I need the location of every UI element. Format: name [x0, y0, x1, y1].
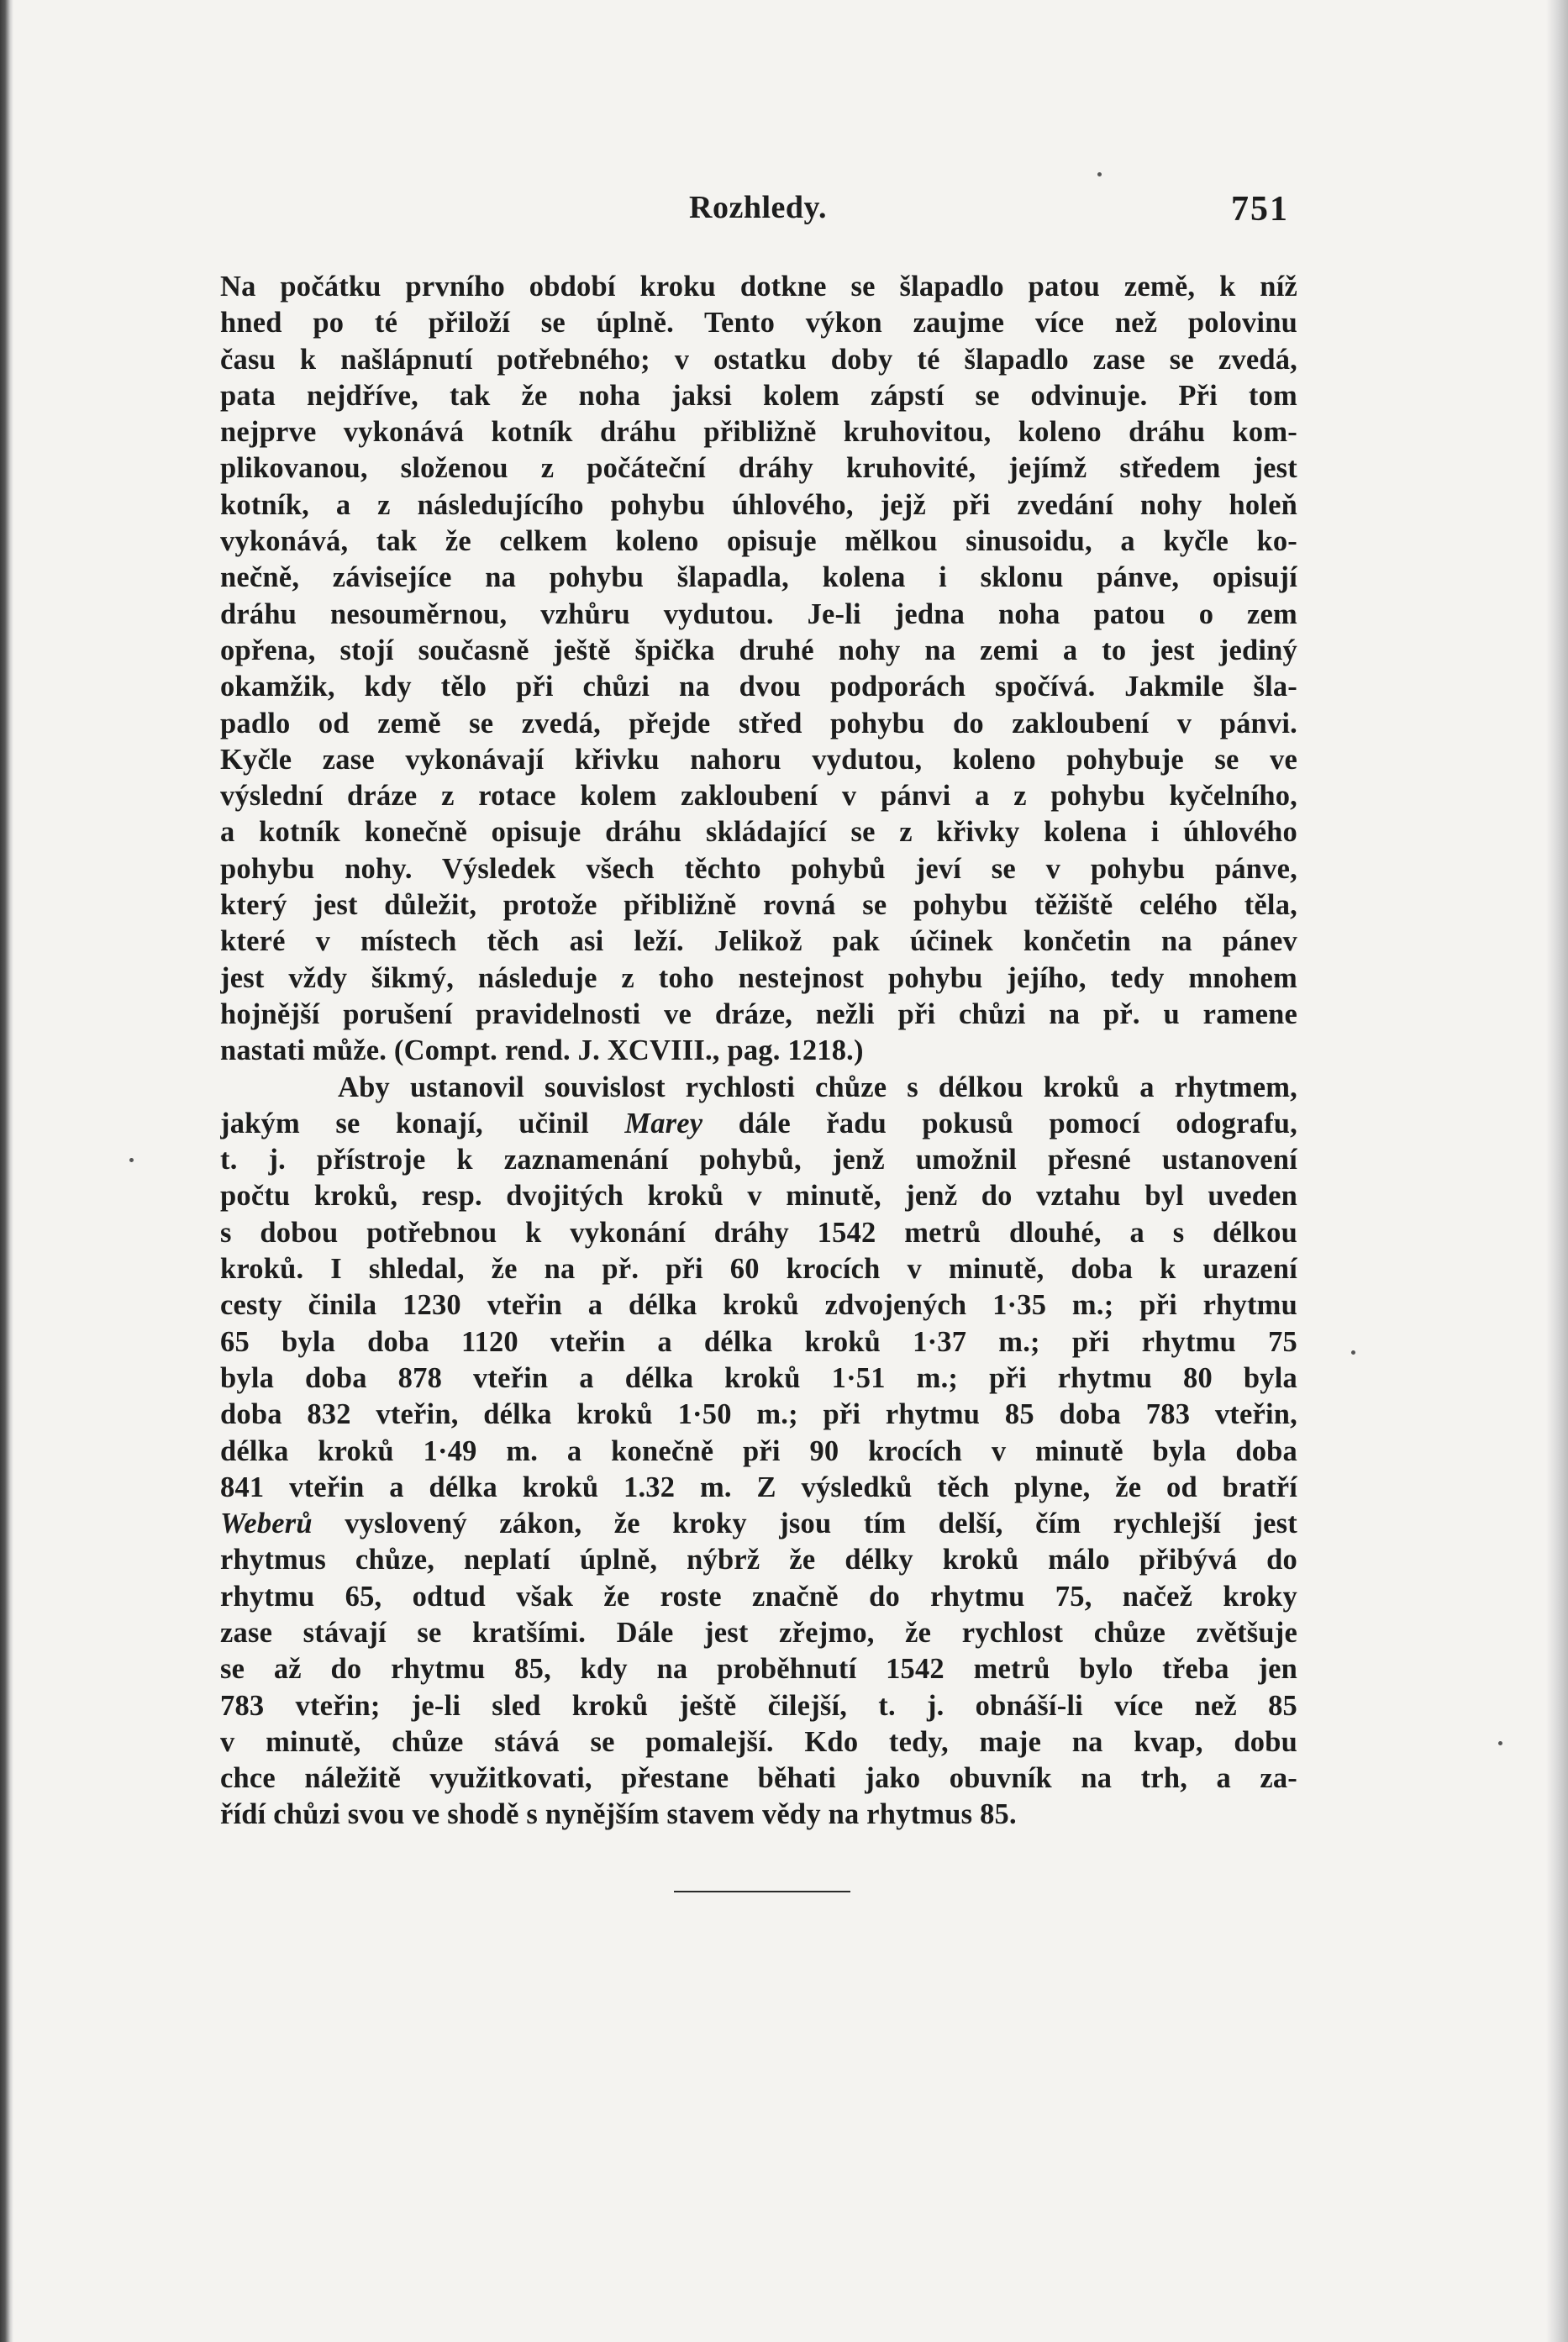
text-line: pata nejdříve, tak že noha jaksi kolem zápstí se odvinuje. Při tom	[220, 379, 1297, 412]
line-segment: dále řadu pokusů pomocí odografu,	[702, 1107, 1297, 1139]
text-line: času k našlápnutí potřebného; v ostatku doby té šlapadlo zase se zvedá,	[220, 343, 1297, 376]
text-line: nastati může. (Compt. rend. J. XCVIII., pag. 1218.)	[220, 1034, 864, 1067]
text-line: a kotník konečně opisuje dráhu skládající se z křivky kolena i úhlového	[220, 816, 1297, 849]
running-title: Rozhledy.	[689, 190, 827, 225]
text-line: 65 byla doba 1120 vteřin a délka kroků 1·37 m.; při rhytmu 75	[220, 1325, 1297, 1358]
text-line: Na počátku prvního období kroku dotkne se šlapadlo patou země, k níž	[220, 271, 1297, 303]
text-line-with-italic	[220, 1506, 1297, 1542]
text-line: pohybu nohy. Výsledek všech těchto pohybů jeví se v pohybu pánve,	[220, 852, 1297, 885]
line-segment: jakým se konají, učinil	[220, 1107, 625, 1139]
text-line: počtu kroků, resp. dvojitých kroků v minutě, jenž do vztahu byl uveden	[220, 1180, 1297, 1213]
scan-speck	[1097, 172, 1102, 176]
text-line: rhytmu 65, odtud však že roste značně do rhytmu 75, načež kroky	[220, 1580, 1297, 1613]
text-line: v minutě, chůze stává se pomalejší. Kdo tedy, maje na kvap, dobu	[220, 1725, 1297, 1758]
page-header	[227, 189, 1289, 248]
text-line: byla doba 878 vteřin a délka kroků 1·51 m.; při rhytmu 80 byla	[220, 1361, 1297, 1394]
page-number: 751	[1231, 190, 1289, 229]
scan-speck	[129, 1158, 134, 1162]
text-line: dráhu nesouměrnou, vzhůru vydutou. Je-li jedna noha patou o zem	[220, 597, 1297, 630]
text-line: zase stávají se kratšími. Dále jest zřejmo, že rychlost chůze zvětšuje	[220, 1616, 1297, 1649]
text-line: jest vždy šikmý, následuje z toho nestejnost pohybu jejího, tedy mnohem	[220, 961, 1297, 994]
text-line: se až do rhytmu 85, kdy na proběhnutí 1542 metrů bylo třeba jen	[220, 1653, 1297, 1686]
text-line: 783 vteřin; je-li sled kroků ještě čilejší, t. j. obnáší-li více než 85	[220, 1689, 1297, 1722]
text-line: t. j. přístroje k zaznamenání pohybů, jenž umožnil přesné ustanovení	[220, 1144, 1297, 1176]
italic-name-marey: Marey	[624, 1107, 703, 1139]
text-line: padlo od země se zvedá, přejde střed pohybu do zakloubení v pánvi.	[220, 707, 1297, 739]
text-line: kotník, a z následujícího pohybu úhlového, jejž při zvedání nohy holeň	[220, 488, 1297, 521]
text-line: nečně, závisejíce na pohybu šlapadla, kolena i sklonu pánve, opisují	[220, 561, 1297, 594]
text-line: výslední dráze z rotace kolem zakloubení v pánvi a z pohybu kyčelního,	[220, 780, 1297, 813]
text-line: opřena, stojí současně ještě špička druhé nohy na zemi a to jest jediný	[220, 634, 1297, 666]
text-line: hned po té přiloží se úplně. Tento výkon zaujme více než polovinu	[220, 307, 1297, 339]
paragraph-1	[220, 269, 1297, 1070]
text-line: kroků. I shledal, že na př. při 60 krocích v minutě, doba k urazení	[220, 1253, 1297, 1286]
scan-right-edge	[1546, 0, 1568, 2342]
text-line: vykonává, tak že celkem koleno opisuje mělkou sinusoidu, a kyčle ko-	[220, 525, 1297, 558]
text-line: řídí chůzi svou ve shodě s nynějším stavem vědy na rhytmus 85.	[220, 1798, 1017, 1831]
text-line: hojnější porušení pravidelnosti ve dráze, nežli při chůzi na př. u ramene	[220, 997, 1297, 1030]
italic-name-weberu: Weberů	[220, 1508, 313, 1540]
text-line: nejprve vykonává kotník dráhu přibližně kruhovitou, koleno dráhu kom-	[220, 416, 1297, 449]
scan-speck	[1498, 1741, 1502, 1745]
text-line: chce náležitě využitkovati, přestane běhati jako obuvník na trh, a za-	[220, 1762, 1297, 1795]
text-line: které v místech těch asi leží. Jelikož pak účinek končetin na pánev	[220, 925, 1297, 958]
text-line: plikovanou, složenou z počáteční dráhy kruhovité, jejímž středem jest	[220, 452, 1297, 485]
closing-rule	[674, 1891, 850, 1892]
line-segment: vyslovený zákon, že kroky jsou tím delší, čím rychlejší jest	[312, 1508, 1297, 1540]
text-line: s dobou potřebnou k vykonání dráhy 1542 metrů dlouhé, a s délkou	[220, 1216, 1297, 1249]
scan-speck	[1351, 1350, 1355, 1355]
text-line: 841 vteřin a délka kroků 1.32 m. Z výsledků těch plyne, že od bratří	[220, 1471, 1297, 1503]
scan-left-edge	[0, 0, 13, 2342]
paragraph-2	[220, 1070, 1297, 1834]
text-line: Kyčle zase vykonávají křivku nahoru vydutou, koleno pohybuje se ve	[220, 743, 1297, 776]
text-line: okamžik, kdy tělo při chůzi na dvou podporách spočívá. Jakmile šla-	[220, 671, 1297, 703]
text-line: cesty činila 1230 vteřin a délka kroků zdvojených 1·35 m.; při rhytmu	[220, 1289, 1297, 1322]
text-line: délka kroků 1·49 m. a konečně při 90 krocích v minutě byla doba	[220, 1434, 1297, 1467]
text-line: který jest důležit, protože přibližně rovná se pohybu těžiště celého těla,	[220, 889, 1297, 922]
body-text	[220, 269, 1297, 1834]
text-line: rhytmus chůze, neplatí úplně, nýbrž že délky kroků málo přibývá do	[220, 1544, 1297, 1576]
text-line: doba 832 vteřin, délka kroků 1·50 m.; při rhytmu 85 doba 783 vteřin,	[220, 1398, 1297, 1431]
text-line-with-italic	[220, 1106, 1297, 1142]
text-line: Aby ustanovil souvislost rychlosti chůze s délkou kroků a rhytmem,	[338, 1071, 1297, 1103]
